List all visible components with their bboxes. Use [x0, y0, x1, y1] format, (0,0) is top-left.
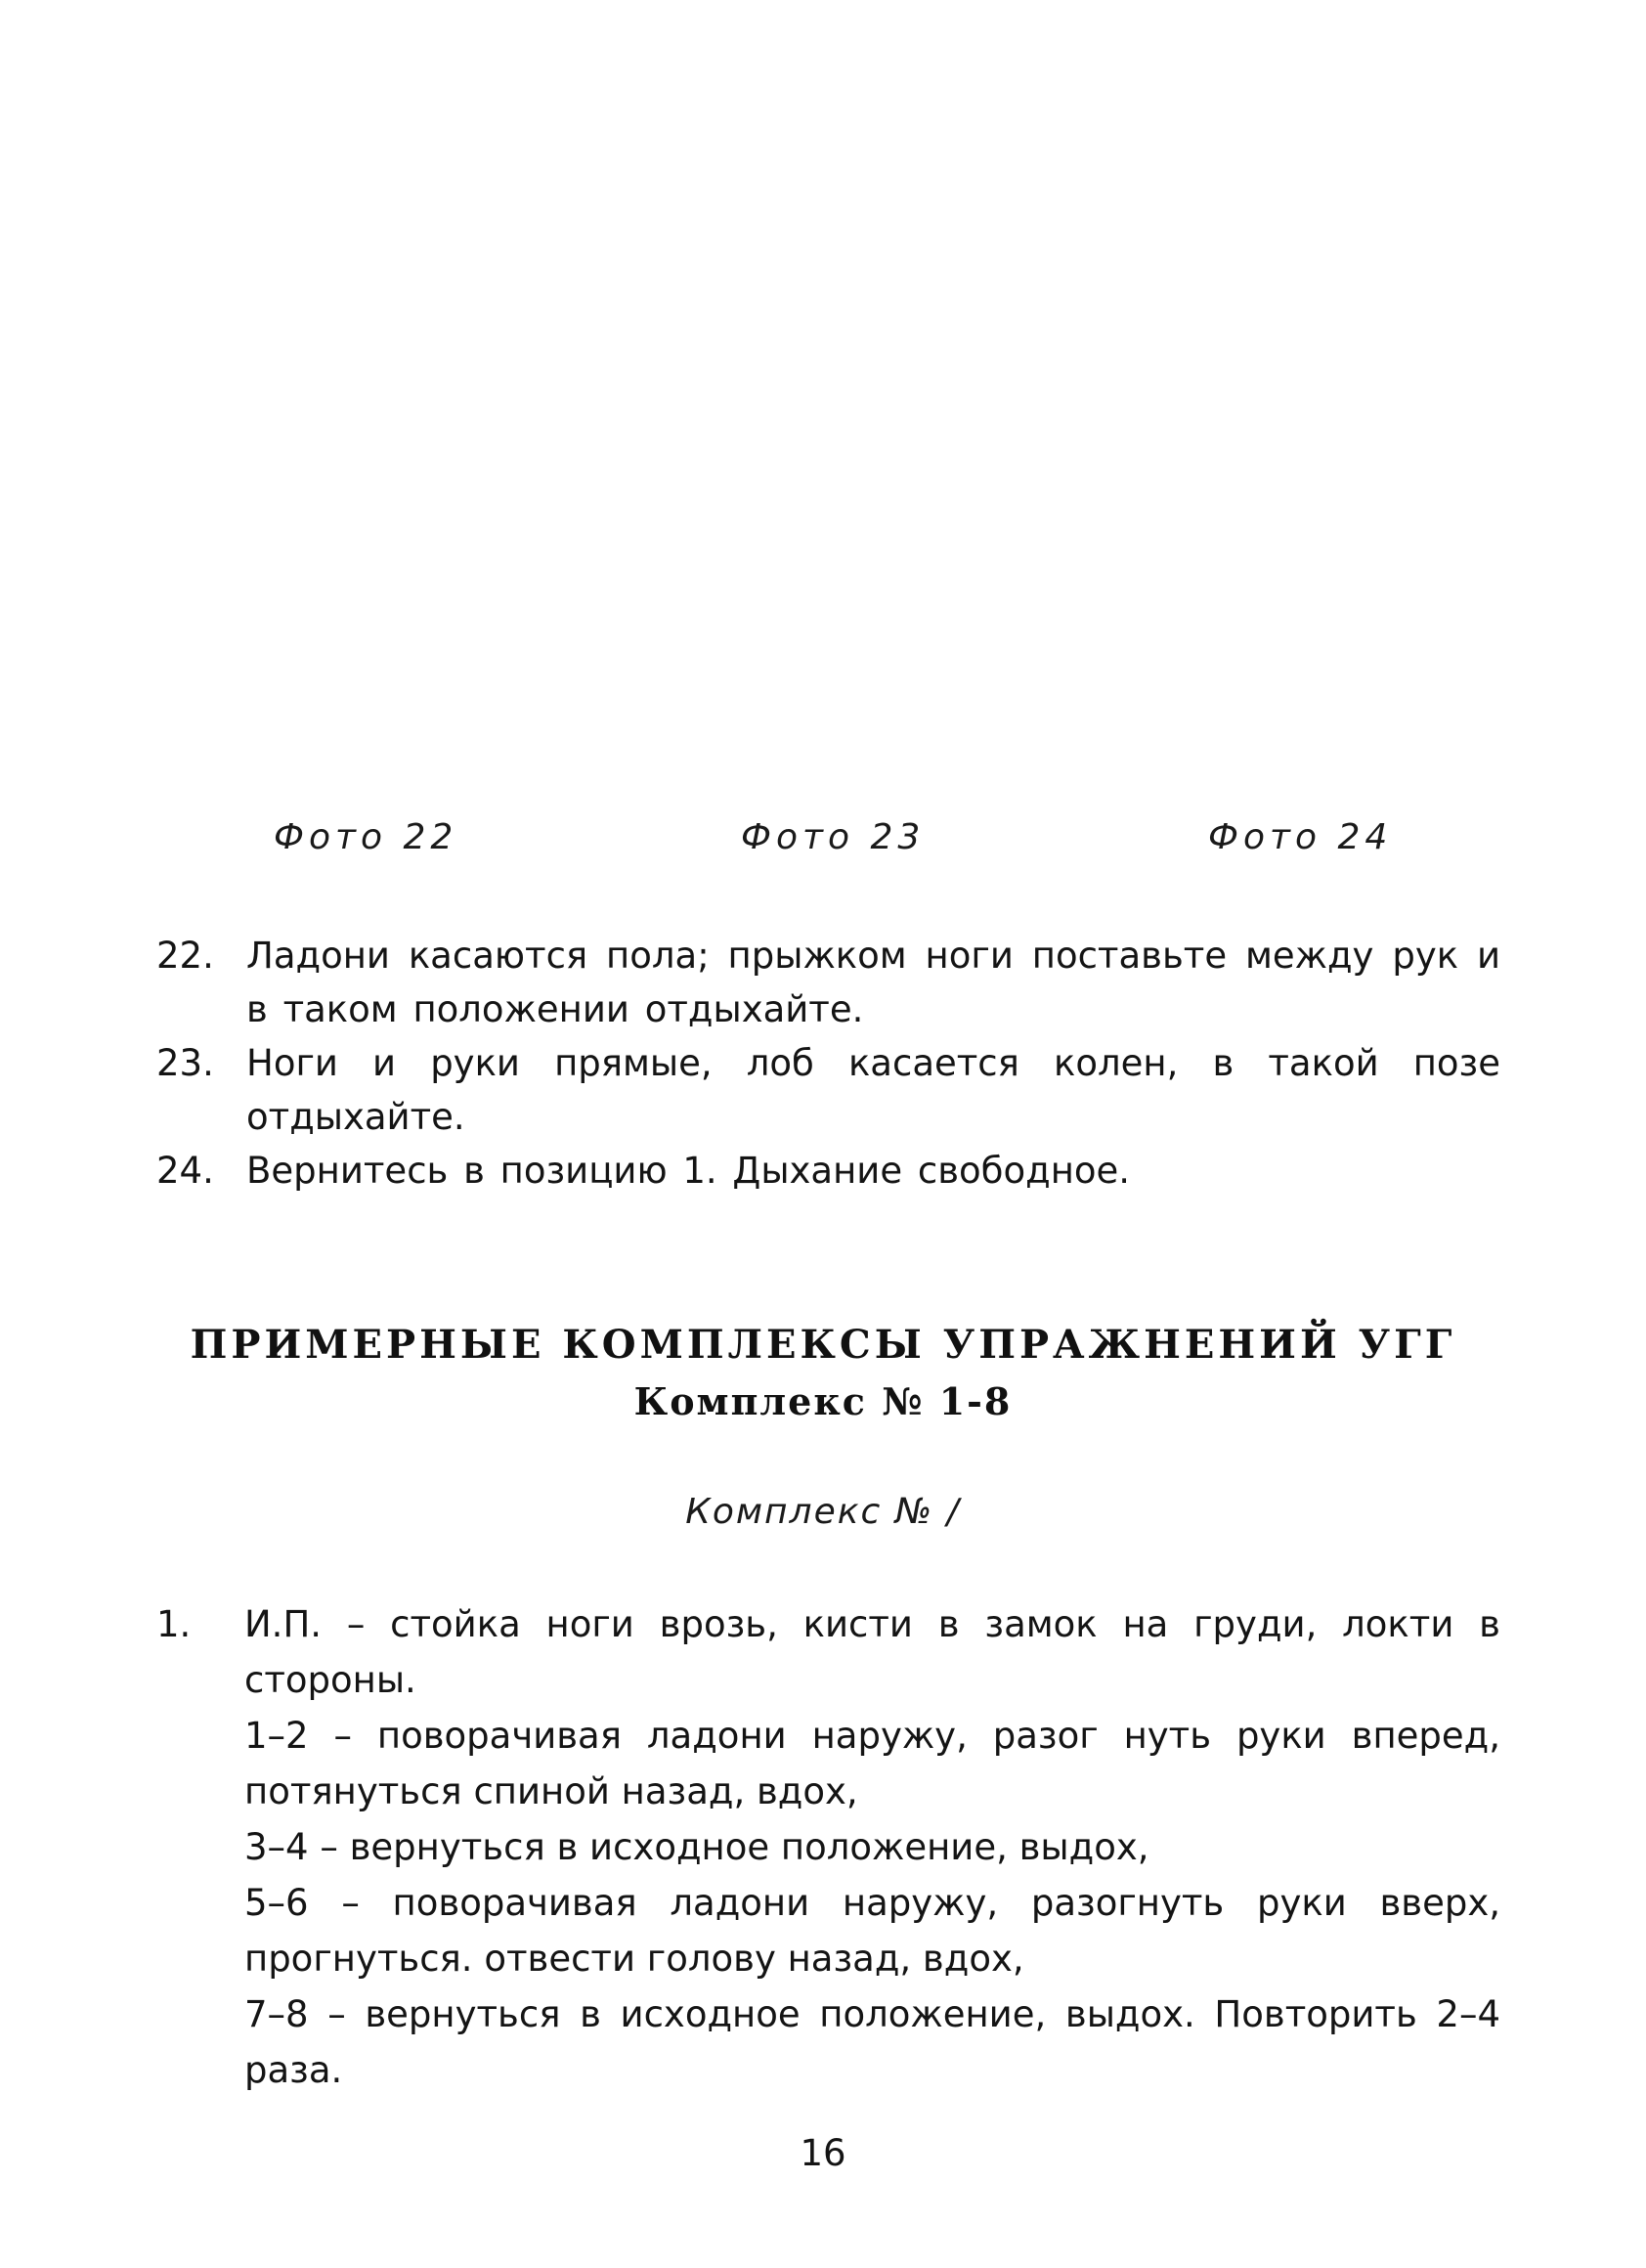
step-text: Ладони касаются пола; прыжком ноги поставьте между рук и в таком положении отдыхайте.: [246, 935, 1500, 1030]
exercise-line: 3–4 – вернуться в исходное положение, выдох,: [244, 1826, 1149, 1868]
exercise-line: 1–2 – поворачивая ладони наружу, разог нуть руки вперед, потянуться спиной назад, вдох,: [244, 1715, 1500, 1812]
exercise-line: 5–6 – поворачивая ладони наружу, разогнуть руки вверх, прогнуться. отвести голову назад, вдох,: [244, 1882, 1500, 1980]
photo-area: [0, 0, 1646, 802]
photo-caption-22: Фото 22: [274, 817, 458, 857]
photo-caption-24: Фото 24: [1208, 817, 1393, 857]
step-number: 23.: [156, 1042, 214, 1084]
complex-title: Комплекс № /: [685, 1492, 961, 1532]
photo-captions: [274, 817, 1447, 866]
exercise-line: 7–8 – вернуться в исходное положение, выдох. Повторить 2–4 раза.: [244, 1993, 1500, 2091]
exercise-line: И.П. – стойка ноги врозь, кисти в замок на груди, локти в стороны.: [244, 1603, 1500, 1701]
step-item: [156, 1144, 1500, 1198]
step-list: [156, 929, 1500, 1198]
exercise-number: 1.: [156, 1603, 192, 1645]
section-heading: ПРИМЕРНЫЕ КОМПЛЕКСЫ УПРАЖНЕНИЙ УГГ: [190, 1322, 1456, 1368]
photo-caption-23: Фото 23: [741, 817, 926, 857]
step-number: 24.: [156, 1150, 214, 1192]
page-number: 16: [800, 2132, 846, 2174]
step-item: [156, 1036, 1500, 1144]
step-text: Вернитесь в позицию 1. Дыхание свободное.: [246, 1150, 1131, 1192]
section-subheading: Комплекс № 1-8: [633, 1379, 1013, 1423]
step-item: [156, 929, 1500, 1036]
step-text: Ноги и руки прямые, лоб касается колен, в такой позе отдыхайте.: [246, 1042, 1500, 1138]
exercise-body: [244, 1596, 1500, 2098]
step-number: 22.: [156, 935, 214, 977]
exercise-item: [156, 1596, 1500, 2098]
